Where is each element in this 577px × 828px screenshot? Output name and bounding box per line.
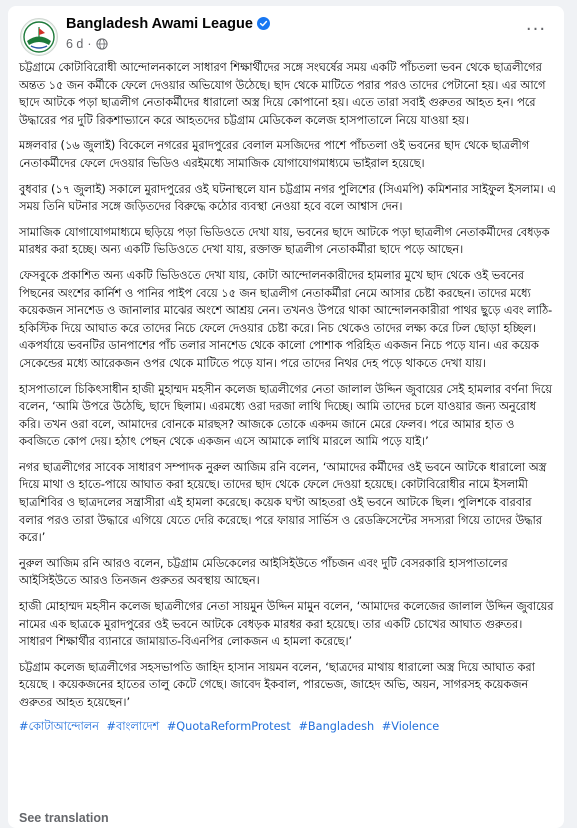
hashtag-link[interactable]: #কোটাআন্দোলন <box>19 719 99 733</box>
page-name[interactable]: Bangladesh Awami League <box>66 16 253 32</box>
more-options-icon[interactable]: ··· <box>525 18 547 40</box>
post-paragraph: নগর ছাত্রলীগের সাবেক সাধারণ সম্পাদক নুরুল আজিম রনি বলেন, ‘আমাদের কর্মীদের ওই ভবনে আটকে ধারালো অস্ত্র দিয়ে মাথা ও হাতে-পায়ে আঘাত করা হয়েছে। তাদের ছাদ থেকে ফেলে দেওয়া হয়েছে। কোটাবিরোধীর নামে ইসলামী ছাত্রশিবির ও ছাত্রদলের সন্ত্রাসীরা এই হামলা করেছে। কয়েক ঘণ্টা আহতরা ওই ভবনে আটকে ছিল। পুলিশকে বারবার বলার পরও তারা উদ্ধারে এগিয়ে যেতে দেরি করেছে। পরে ফায়ার সার্ভিস ও রেডক্রিসেন্টের সদস্যরা গিয়ে তাদের উদ্ধার করে।’ <box>19 460 547 545</box>
page-name-row <box>66 16 270 34</box>
post-paragraph: চট্টগ্রাম কলেজ ছাত্রলীগের সহসভাপতি জাহিদ হাসান সায়মন বলেন, ‘ছাত্রদের মাথায় ধারালো অস্ত্র দিয়ে আঘাত করা হয়েছে । কয়েকজনের হাতের তালু কেটে গেছে। জাবেদ ইকবাল, পারভেজ, জাহেদ অভি, অয়ন, সাগরসহ কয়েকজন গুরুতর আহত হয়েছেন।’ <box>19 660 535 709</box>
post-paragraph: মঙ্গলবার (১৬ জুলাই) বিকেলে নগরের মুরাদপুরের বেলাল মসজিদের পাশে পাঁচতলা ওই ভবনের ছাদ থেকে ছাত্রলীগ নেতাকর্মীদের ফেলে দেওয়ার ভিডিও এরইমধ্যে সামাজিক যোগাযোগমাধ্যমে ভাইরাল হয়েছে। <box>19 139 530 170</box>
post-paragraph: ফেসবুকে প্রকাশিত অন্য একটি ভিডিওতে দেখা যায়, কোটা আন্দোলনকারীদের হামলার মুখে ছাদ থেকে ওই ভবনের পিছনের অংশের কার্নিশ ও পানির পাইপ বেয়ে ১৫ জন ছাত্রলীগ নেতাকর্মীরা নেমে আসার চেষ্টা করছেন। তাদের মধ্যে কয়েকজন সানশেড ও জানালার মাঝের অংশে আশ্রয় নেন। তখনও উপরে থাকা আন্দোলনকারীরা পাথর ছুড়ে এবং লাঠি-হকিস্টিক দিয়ে আঘাত করে তাদের নিচে ফেলে দেওয়ার চেষ্টা করে। নিচ থেকেও তাদের লক্ষ্য করে ঢিল ছোড়া হচ্ছিল। একপর্যায়ে ভবনটির ডানপাশের পাঁচ তলার সানশেড থেকে কালো পোশাক পরিহিত একজন নিচে পড়ে যান। এর কয়েক সেকেন্ডের মধ্যে আরেকজন ওপর থেকে মাটিতে পড়ে যান। পরে তাদের নিথর দেহ পড়ে থাকতে দেখা যায়। <box>19 268 553 370</box>
verified-badge-icon <box>257 17 270 34</box>
awami-league-logo-icon <box>21 19 57 55</box>
post-body <box>19 59 557 735</box>
hashtag-link[interactable]: #QuotaReformProtest <box>166 719 291 733</box>
hashtag-link[interactable]: #বাংলাদেশ <box>106 719 160 733</box>
post-paragraph: নুরুল আজিম রনি আরও বলেন, চট্টগ্রাম মেডিকেলের আইসিইউতে পাঁচজন এবং দুটি বেসরকারি হাসপাতালের আইসিইউতে আরও তিনজন গুরুতর অবস্থায় আছেন। <box>19 556 508 588</box>
post-paragraph: হাজী মোহাম্মদ মহসীন কলেজ ছাত্রলীগের নেতা সায়মুন উদ্দিন মামুন বলেন, ‘আমাদের কলেজের জালাল উদ্দিন জুবায়ের নামের এক ছাত্রকে মুরাদপুরের ওই ভবনে আটকে বেধড়ক মারধর করা হয়েছে। তার একটি চোখের আঘাত গুরুতর। সাধারণ শিক্ষার্থীর ব্যানারে জামায়াত-বিএনপির লোকজন এ হামলা করেছে।’ <box>19 600 554 649</box>
hashtag-link[interactable]: #Violence <box>381 719 440 733</box>
post-paragraph: সামাজিক যোগাযোগমাধ্যমে ছড়িয়ে পড়া ভিডিওতে দেখা যায়, ভবনের ছাদে আটকে পড়া ছাত্রলীগ নেতাকর্মীদের বেধড়ক মারধর করা হচ্ছে। অন্য একটি ভিডিওতে দেখা যায়, রক্তাক্ত ছাত্রলীগ নেতাকর্মীরা ছাদে পড়ে আছেন। <box>19 225 550 257</box>
post-header <box>8 6 564 62</box>
meta-separator: · <box>87 37 92 51</box>
globe-icon <box>96 38 108 53</box>
hashtag-list <box>19 718 557 736</box>
see-translation-link[interactable]: See translation <box>19 811 109 825</box>
post-paragraph: বুধবার (১৭ জুলাই) সকালে মুরাদপুরের ওই ঘটনাস্থলে যান চট্টগ্রাম নগর পুলিশের (সিএমপি) কমিশনার সাইফুল ইসলাম। এ সময় তিনি ঘটনার সঙ্গে জড়িতদের বিরুদ্ধে কঠোর ব্যবস্থা নেওয়া হবে বলে আশ্বাস দেন। <box>19 182 556 214</box>
post-card <box>8 6 564 828</box>
hashtag-link[interactable]: #Bangladesh <box>298 719 375 733</box>
post-paragraph: চট্টগ্রামে কোটাবিরোধী আন্দোলনকালে সাধারণ শিক্ষার্থীদের সঙ্গে সংঘর্ষের সময় একটি পাঁচতলা ভবন থেকে ছাত্রলীগের অন্তত ১৫ জন কর্মীকে ফেলে দেওয়ার অভিযোগ উঠেছে। ছাদ থেকে মাটিতে পরার পরও তাদের পেটানো হয়। এর আগে ছাদে আটকে পড়া ছাত্রলীগ নেতাকর্মীদের ধারালো অস্ত্র দিয়ে কোপানো হয়। এতে তারা সবাই গুরুতর আহত হন। পরে উদ্ধারের পর দুটি রিকশাভ্যানে করে আহতদের চট্টগ্রাম মেডিকেল কলেজ হাসপাতালে নিয়ে যাওয়া হয়। <box>19 61 546 127</box>
post-paragraph: হাসপাতালে চিকিৎসাধীন হাজী মুহাম্মদ মহসীন কলেজ ছাত্রলীগের নেতা জালাল উদ্দিন জুবায়ের সেই হামলার বর্ণনা দিয়ে বলেন, ‘আমি উপরে উঠেছি, ছাদে ছিলাম। এরমধ্যে ওরা দরজা লাথি দিচ্ছে। আমি তাদের চলে যাওয়ার জন্য অনুরোধ করি। তখন ওরা বলে, আমাদের বোনকে মারছস? আজকে তোকে একদম জানে মেরে ফেলব। পরে আমার হাত ও কবজিতে কোপ দেয়। হঠাৎ পেছন থেকে একজন এসে আমাকে লাথি মারলে আমি পড়ে যাই।’ <box>19 382 552 449</box>
post-meta <box>66 37 108 53</box>
post-timestamp[interactable]: 6 d <box>66 37 84 51</box>
page-avatar[interactable] <box>20 18 58 56</box>
